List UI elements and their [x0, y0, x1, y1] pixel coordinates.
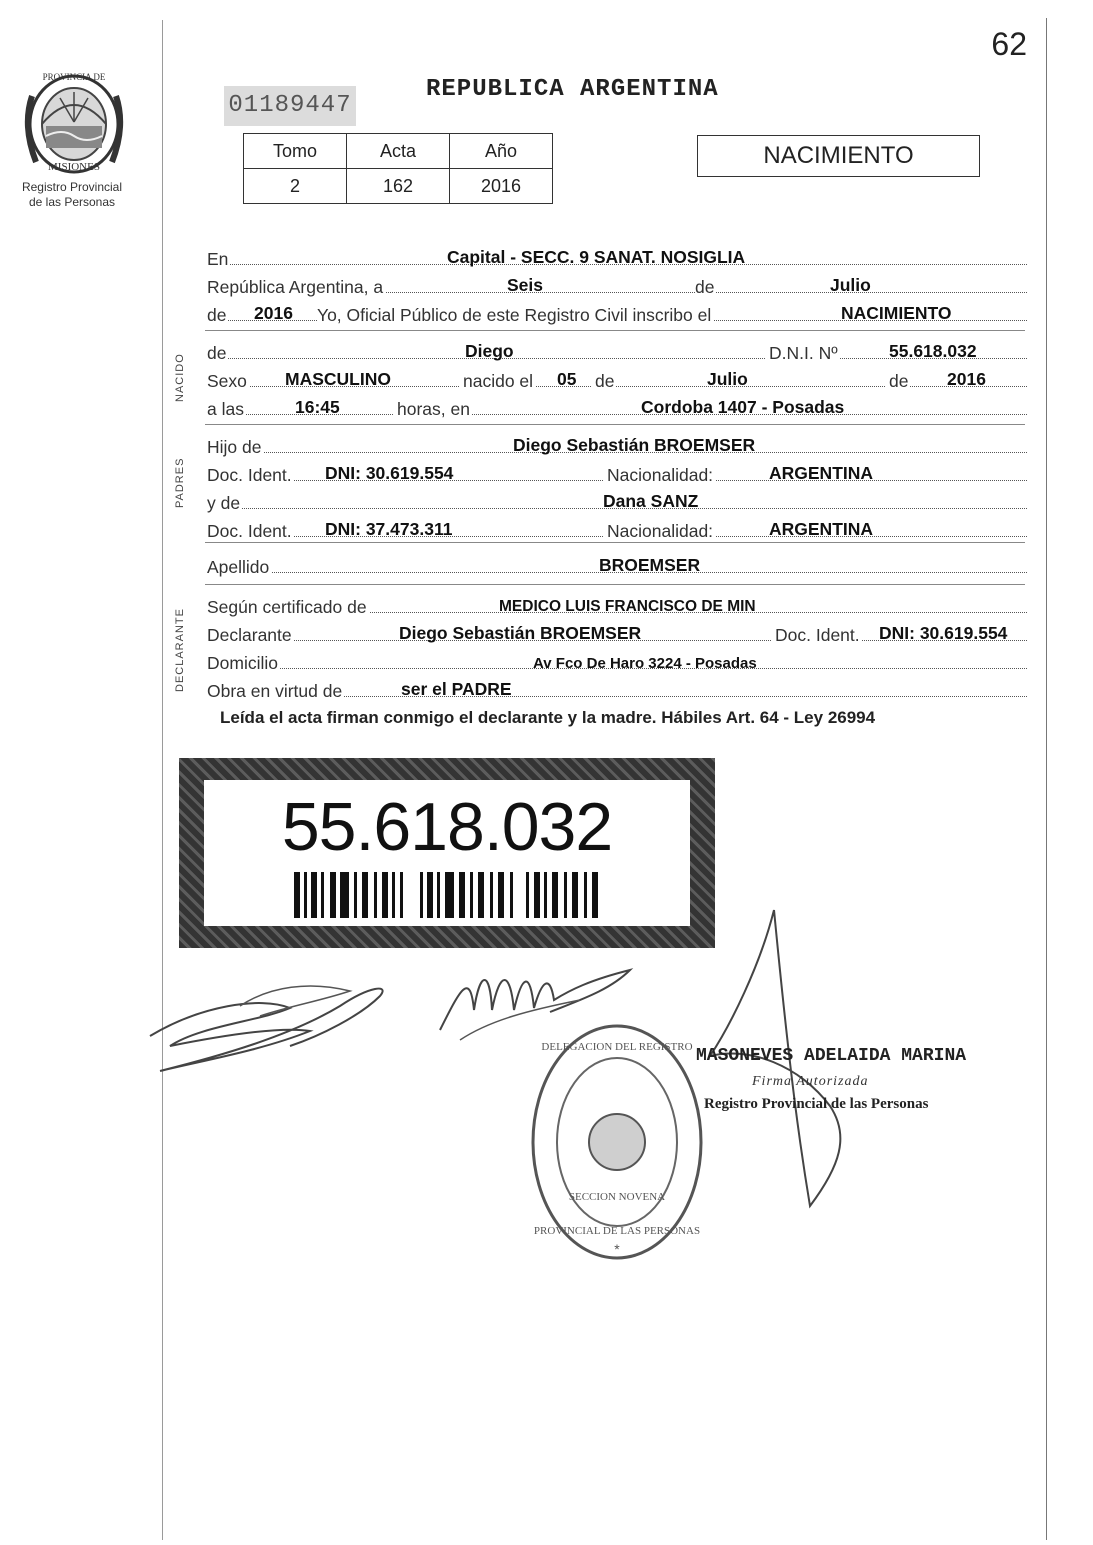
- value-acta: 162: [347, 169, 450, 204]
- row-domicilio: [207, 644, 1027, 673]
- side-label-declarante: DECLARANTE: [174, 608, 186, 692]
- label-domicilio: Domicilio: [207, 653, 278, 673]
- label-doc-ident: Doc. Ident.: [207, 465, 292, 485]
- closing-statement: Leída el acta firman conmigo el declarante y la madre. Hábiles Art. 64 - Ley 26994: [220, 708, 876, 727]
- label-de: de: [695, 277, 715, 297]
- row-padre-doc: [207, 456, 1027, 485]
- label-horas-en: horas, en: [393, 399, 472, 420]
- value-lugar: Capital - SECC. 9 SANAT. NOSIGLIA: [447, 247, 746, 267]
- header-tomo: Tomo: [244, 134, 347, 169]
- dni-number-label: [179, 758, 715, 948]
- page-number: 62: [991, 26, 1027, 62]
- value-madre-doc: DNI: 37.473.311: [325, 519, 453, 539]
- side-label-nacido: NACIDO: [174, 353, 186, 402]
- header-anio: Año: [450, 134, 553, 169]
- serial-number-stamp: 01189447: [224, 86, 356, 126]
- label-y-de: y de: [207, 493, 241, 513]
- province-crest-logo: [22, 66, 126, 181]
- label-doc-ident-declarante: Doc. Ident.: [771, 625, 862, 646]
- value-nombre: Diego: [465, 341, 514, 361]
- label-de-year2: de: [885, 371, 910, 392]
- label-republica: República Argentina, a: [207, 277, 384, 297]
- value-domicilio: Av Fco De Haro 3224 - Posadas: [533, 655, 757, 672]
- row-lugar: [207, 240, 1027, 269]
- value-tipo: NACIMIENTO: [841, 303, 952, 323]
- value-apellido: BROEMSER: [599, 555, 701, 575]
- value-padre-doc: DNI: 30.619.554: [325, 463, 454, 483]
- row-madre-doc: [207, 512, 1027, 541]
- barcode: [294, 872, 600, 918]
- label-hijo-de: Hijo de: [207, 437, 262, 457]
- registry-table: [243, 133, 553, 204]
- row-madre: [207, 484, 1027, 513]
- value-dia: Seis: [507, 275, 543, 295]
- label-declarante: Declarante: [207, 625, 292, 645]
- label-de-year: de: [207, 305, 227, 325]
- value-declarante: Diego Sebastián BROEMSER: [399, 623, 642, 643]
- value-nac-mes: Julio: [707, 369, 748, 389]
- label-nacionalidad: Nacionalidad:: [603, 465, 715, 486]
- svg-text:MISIONES: MISIONES: [48, 161, 100, 173]
- value-nac-anio: 2016: [947, 369, 986, 389]
- header-acta: Acta: [347, 134, 450, 169]
- row-hora: [207, 390, 1027, 419]
- row-certificado: [207, 588, 1027, 617]
- label-a-las: a las: [207, 399, 244, 419]
- row-apellido: [207, 548, 1027, 577]
- document-title: REPUBLICA ARGENTINA: [426, 76, 719, 103]
- value-nac-dia: 05: [557, 369, 577, 389]
- row-fecha: [207, 268, 1027, 297]
- label-nacido-el: nacido el: [459, 371, 535, 392]
- officer-org-stamp: Registro Provincial de las Personas: [704, 1096, 929, 1112]
- value-obra: ser el PADRE: [401, 679, 512, 699]
- dni-label-number: 55.618.032: [281, 789, 613, 865]
- label-nacionalidad-madre: Nacionalidad:: [603, 521, 715, 542]
- value-anio: 2016: [254, 303, 293, 323]
- value-madre-nac: ARGENTINA: [769, 519, 874, 539]
- value-dni: 55.618.032: [889, 341, 977, 361]
- label-de-name: de: [207, 343, 227, 363]
- officer-name-stamp: MASONEVES ADELAIDA MARINA: [696, 1046, 967, 1066]
- row-obra: [207, 672, 1027, 701]
- svg-text:PROVINCIA DE: PROVINCIA DE: [42, 72, 106, 82]
- svg-text:SECCION NOVENA: SECCION NOVENA: [568, 1191, 666, 1203]
- row-inscripcion: [207, 296, 1027, 325]
- svg-text:PROVINCIAL DE LAS PERSONAS: PROVINCIAL DE LAS PERSONAS: [533, 1225, 701, 1237]
- label-dni: D.N.I. Nº: [765, 343, 840, 364]
- label-sexo: Sexo: [207, 371, 247, 391]
- label-oficial: Yo, Oficial Público de este Registro Civil inscribo el: [317, 305, 712, 325]
- label-segun: Según certificado de: [207, 597, 367, 617]
- official-seal: [530, 1022, 704, 1262]
- signature-declarant: [140, 966, 400, 1086]
- value-certificado: MEDICO LUIS FRANCISCO DE MIN: [499, 598, 756, 615]
- value-lugar-nac: Cordoba 1407 - Posadas: [641, 397, 845, 417]
- row-padre: [207, 428, 1027, 457]
- label-doc-ident-madre: Doc. Ident.: [207, 521, 292, 541]
- right-margin-line: [1046, 18, 1047, 1540]
- value-sexo: MASCULINO: [285, 369, 391, 389]
- value-padre: Diego Sebastián BROEMSER: [513, 435, 756, 455]
- label-obra: Obra en virtud de: [207, 681, 343, 701]
- row-sexo: [207, 362, 1027, 391]
- side-label-padres: PADRES: [174, 457, 186, 508]
- logo-caption: Registro Provincial de las Personas: [21, 180, 123, 209]
- left-margin-line: [162, 20, 163, 1540]
- svg-text:DELEGACION DEL REGISTRO: DELEGACION DEL REGISTRO: [541, 1041, 693, 1053]
- value-anio: 2016: [450, 169, 553, 204]
- value-mes: Julio: [830, 275, 871, 295]
- value-tomo: 2: [244, 169, 347, 204]
- svg-text:*: *: [614, 1241, 620, 1257]
- value-hora: 16:45: [295, 397, 340, 417]
- label-apellido: Apellido: [207, 557, 270, 577]
- label-de-month: de: [591, 371, 616, 392]
- row-nombre: [207, 334, 1027, 363]
- value-madre: Dana SANZ: [603, 491, 699, 511]
- value-declarante-doc: DNI: 30.619.554: [879, 623, 1008, 643]
- value-padre-nac: ARGENTINA: [769, 463, 874, 483]
- document-type-box: NACIMIENTO: [697, 135, 980, 177]
- officer-role-stamp: Firma Autorizada: [752, 1074, 869, 1089]
- label-en: En: [207, 249, 229, 269]
- row-declarante: [207, 616, 1027, 645]
